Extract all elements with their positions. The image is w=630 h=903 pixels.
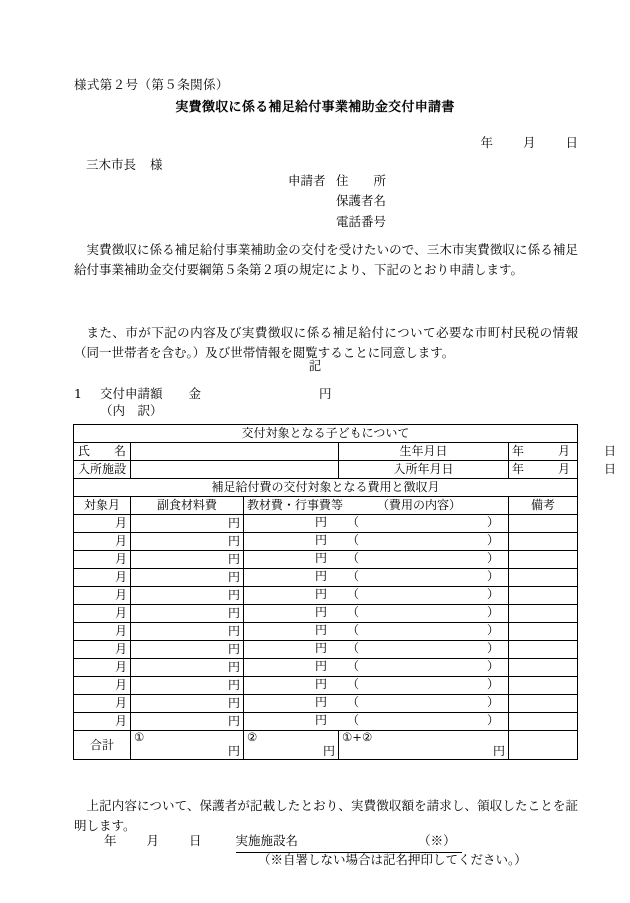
row-remarks-cell[interactable] [509, 623, 578, 641]
child-facility-value[interactable] [131, 461, 339, 479]
applicant-phone-row [288, 212, 386, 232]
row-content-paren-close: ） [486, 605, 499, 619]
table-row [74, 677, 578, 695]
row-content-paren-close: ） [486, 551, 499, 565]
row-materials-unit: 円 [315, 551, 328, 565]
row-food-cell[interactable]: 円 [131, 569, 244, 587]
row-materials-cell[interactable] [244, 587, 509, 605]
date-month-label: 月 [522, 135, 536, 150]
total-food-marker: ① [134, 730, 145, 744]
certification-paragraph [74, 796, 578, 837]
admission-day-label: 日 [604, 462, 617, 477]
row-materials-cell[interactable] [244, 677, 509, 695]
applicant-heading: 申請者 [288, 173, 326, 188]
applicant-phone-label: 電話番号 [336, 213, 387, 229]
row-remarks-cell[interactable] [509, 533, 578, 551]
total-food-unit: 円 [227, 744, 240, 758]
breakdown-label: （内 訳） [100, 403, 163, 418]
row-month-cell[interactable]: 月 [74, 515, 131, 533]
total-materials-unit: 円 [322, 744, 335, 758]
applicant-block [288, 171, 386, 232]
table-row [74, 605, 578, 623]
row-content-paren-open: （ [347, 605, 360, 619]
table-row [74, 713, 578, 731]
birth-day-label: 日 [604, 444, 617, 459]
row-materials-cell[interactable] [244, 659, 509, 677]
row-content-paren-close: ） [486, 677, 499, 691]
row-materials-cell[interactable] [244, 695, 509, 713]
birth-year-label: 年 [512, 444, 525, 459]
row-materials-unit: 円 [315, 623, 328, 637]
table-row [74, 587, 578, 605]
row-materials-cell[interactable] [244, 641, 509, 659]
row-content-paren-close: ） [486, 569, 499, 583]
row-remarks-cell[interactable] [509, 695, 578, 713]
grant-amount-unit: 円 [319, 386, 332, 401]
row-content-paren-open: （ [347, 659, 360, 673]
row-food-cell[interactable]: 円 [131, 713, 244, 731]
row-materials-unit: 円 [315, 515, 328, 529]
signature-line [104, 832, 462, 853]
row-materials-unit: 円 [315, 695, 328, 709]
child-facility-row [74, 461, 578, 479]
table-row [74, 641, 578, 659]
paragraph-2-text: また、市が下記の内容及び実費徴収に係る補足給付について必要な市町村民税の情報（同一世帯者を含む。）及び世帯情報を閲覧することに同意します。 [74, 325, 578, 361]
header-materials-label: 教材費・行事費等 [247, 498, 344, 513]
total-sum-unit: 円 [492, 744, 505, 758]
birth-month-label: 月 [558, 444, 571, 459]
row-food-cell[interactable]: 円 [131, 623, 244, 641]
row-materials-cell[interactable] [244, 533, 509, 551]
row-content-paren-close: ） [486, 641, 499, 655]
row-materials-cell[interactable] [244, 623, 509, 641]
row-materials-unit: 円 [315, 713, 328, 727]
total-sum-marker: ①+② [342, 730, 373, 744]
row-food-cell[interactable]: 円 [131, 641, 244, 659]
row-remarks-cell[interactable] [509, 551, 578, 569]
child-name-label: 氏 名 [74, 443, 131, 461]
row-content-paren-close: ） [486, 623, 499, 637]
row-content-paren-open: （ [347, 677, 360, 691]
row-content-paren-close: ） [486, 587, 499, 601]
row-food-cell[interactable]: 円 [131, 659, 244, 677]
row-month-cell[interactable]: 月 [74, 569, 131, 587]
row-month-cell[interactable]: 月 [74, 713, 131, 731]
row-month-cell[interactable]: 月 [74, 623, 131, 641]
table-row [74, 569, 578, 587]
total-materials-marker: ② [247, 730, 258, 744]
table-row [74, 695, 578, 713]
row-content-paren-close: ） [486, 515, 499, 529]
admission-month-label: 月 [558, 462, 571, 477]
child-admission-date[interactable] [509, 461, 617, 479]
row-food-cell[interactable]: 円 [131, 587, 244, 605]
facility-name-label: 実施施設名 [235, 833, 299, 848]
row-content-paren-close: ） [486, 659, 499, 673]
row-food-cell[interactable]: 円 [131, 533, 244, 551]
child-name-row [74, 443, 578, 461]
cost-header-row [74, 497, 578, 515]
total-label: 合計 [74, 731, 131, 760]
row-month-cell[interactable]: 月 [74, 695, 131, 713]
row-food-cell[interactable]: 円 [131, 551, 244, 569]
row-month-cell[interactable]: 月 [74, 533, 131, 551]
addressee-honorific: 様 [150, 157, 163, 172]
item-number: 1 [74, 386, 82, 401]
row-content-paren-open: （ [347, 515, 360, 529]
header-content-label: （費用の内容） [377, 498, 462, 513]
row-content-paren-open: （ [347, 641, 360, 655]
child-band-row [74, 425, 578, 443]
row-materials-cell[interactable] [244, 551, 509, 569]
header-materials-cost [244, 497, 509, 515]
row-remarks-cell[interactable] [509, 659, 578, 677]
row-materials-cell[interactable] [244, 569, 509, 587]
row-month-cell[interactable]: 月 [74, 587, 131, 605]
child-admission-label: 入所年月日 [339, 461, 509, 479]
row-materials-unit: 円 [315, 533, 328, 547]
facility-signature-field[interactable] [236, 832, 462, 853]
admission-year-label: 年 [512, 462, 525, 477]
table-row [74, 551, 578, 569]
row-remarks-cell[interactable] [509, 569, 578, 587]
signature-month-label: 月 [146, 833, 160, 848]
applicant-address-row [288, 171, 386, 191]
total-row [74, 731, 578, 760]
header-target-month: 対象月 [74, 497, 131, 515]
row-materials-unit: 円 [315, 605, 328, 619]
row-materials-cell[interactable] [244, 605, 509, 623]
total-sum-cell[interactable] [339, 731, 509, 760]
row-content-paren-open: （ [347, 551, 360, 565]
table-row [74, 533, 578, 551]
signature-year-label: 年 [104, 833, 117, 848]
row-month-cell[interactable]: 月 [74, 605, 131, 623]
seal-mark: （※） [418, 833, 456, 848]
paragraph-1-text: 実費徴収に係る補足給付事業補助金の交付を受けたいので、三木市実費徴収に係る補足給付事業補助金交付要綱第５条第２項の規定により、下記のとおり申請します。 [74, 242, 578, 278]
ki-marker: 記 [308, 358, 322, 373]
total-food-cell[interactable] [131, 731, 244, 760]
row-month-cell[interactable]: 月 [74, 551, 131, 569]
row-food-cell[interactable]: 円 [131, 605, 244, 623]
row-materials-unit: 円 [315, 587, 328, 601]
row-content-paren-open: （ [347, 695, 360, 709]
document-title: 実費徴収に係る補足給付事業補助金交付申請書 [175, 100, 455, 115]
row-food-cell[interactable]: 円 [131, 515, 244, 533]
addressee-name: 三木市長 [86, 157, 137, 172]
row-food-cell[interactable]: 円 [131, 695, 244, 713]
row-content-paren-close: ） [486, 713, 499, 727]
applicant-guardian-label: 保護者名 [336, 193, 387, 209]
certification-text: 上記内容について、保護者が記載したとおり、実費徴収額を請求し、領収したことを証明します。 [74, 798, 578, 834]
date-year-label: 年 [480, 135, 493, 150]
child-birth-label: 生年月日 [339, 443, 509, 461]
header-remarks: 備考 [509, 497, 578, 515]
total-materials-cell[interactable] [244, 731, 339, 760]
row-materials-unit: 円 [315, 641, 328, 655]
row-remarks-cell[interactable] [509, 713, 578, 731]
signature-day-label: 日 [189, 833, 202, 848]
cost-row-group [74, 515, 578, 731]
grant-amount-label: 交付申請額 [100, 386, 163, 401]
seal-note: （※自署しない場合は記名押印してください。） [258, 852, 527, 867]
row-month-cell[interactable]: 月 [74, 659, 131, 677]
body-paragraph-1 [74, 240, 578, 281]
row-remarks-cell[interactable] [509, 641, 578, 659]
row-materials-unit: 円 [315, 659, 328, 673]
addressee [86, 156, 163, 175]
row-remarks-cell[interactable] [509, 587, 578, 605]
row-materials-unit: 円 [315, 677, 328, 691]
application-date-line [480, 134, 578, 153]
applicant-guardian-row [288, 191, 386, 211]
grant-amount-line [74, 385, 332, 404]
table-row [74, 659, 578, 677]
row-content-paren-open: （ [347, 587, 360, 601]
application-detail-table [73, 424, 617, 760]
total-remarks-cell[interactable] [509, 731, 578, 760]
row-month-cell[interactable]: 月 [74, 641, 131, 659]
row-content-paren-open: （ [347, 533, 360, 547]
row-materials-unit: 円 [315, 569, 328, 583]
form-number: 様式第２号（第５条関係） [74, 77, 229, 92]
row-content-paren-open: （ [347, 569, 360, 583]
table-row [74, 515, 578, 533]
table-row [74, 623, 578, 641]
cost-band-row [74, 479, 578, 497]
grant-amount-kin: 金 [188, 386, 202, 401]
row-remarks-cell[interactable] [509, 677, 578, 695]
row-content-paren-open: （ [347, 713, 360, 727]
date-day-label: 日 [565, 135, 578, 150]
row-food-cell[interactable]: 円 [131, 677, 244, 695]
row-content-paren-open: （ [347, 623, 360, 637]
row-materials-cell[interactable] [244, 515, 509, 533]
child-facility-label: 入所施設 [74, 461, 131, 479]
header-food-cost: 副食材料費 [131, 497, 244, 515]
child-band-title: 交付対象となる子どもについて [74, 425, 578, 443]
child-birth-date[interactable] [509, 443, 617, 461]
cost-band-title: 補足給付費の交付対象となる費用と徴収月 [74, 479, 578, 497]
row-remarks-cell[interactable] [509, 515, 578, 533]
row-materials-cell[interactable] [244, 713, 509, 731]
row-content-paren-close: ） [486, 695, 499, 709]
row-remarks-cell[interactable] [509, 605, 578, 623]
row-month-cell[interactable]: 月 [74, 677, 131, 695]
child-name-value[interactable] [131, 443, 339, 461]
applicant-address-label: 住 所 [336, 173, 387, 188]
row-content-paren-close: ） [486, 533, 499, 547]
